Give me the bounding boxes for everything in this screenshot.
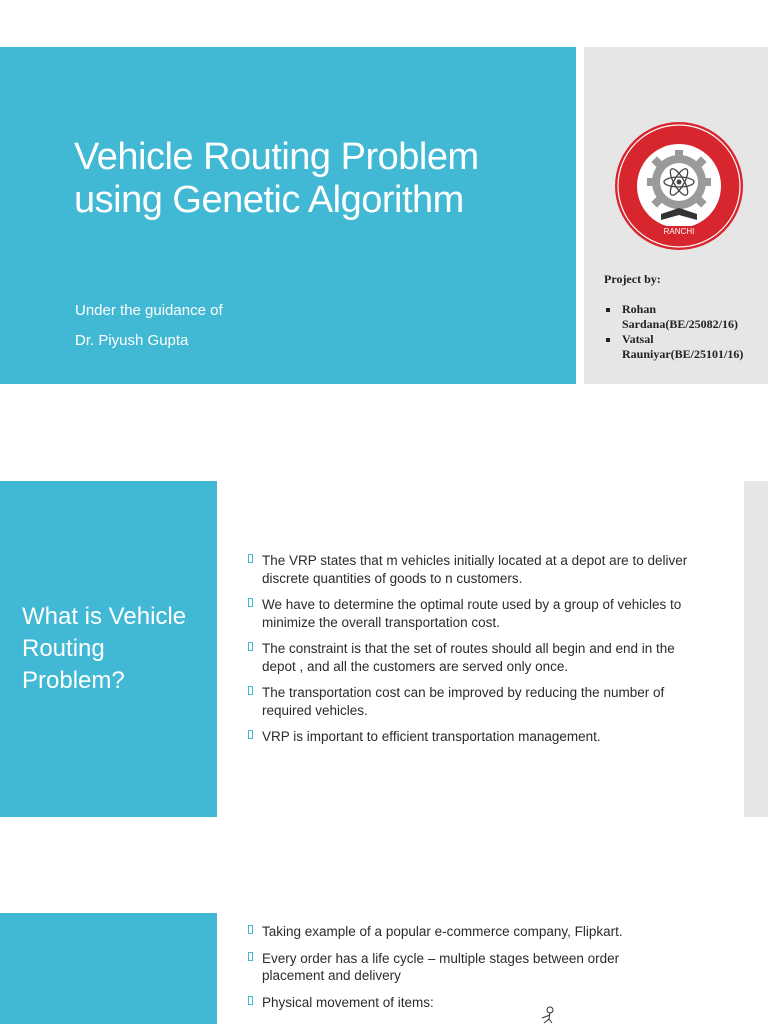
stick-figure-icon <box>538 1006 558 1024</box>
bullet-item <box>248 640 708 675</box>
bullet-text: We have to determine the optimal route used by a group of vehicles to minimize the overall transportation cost. <box>262 597 682 630</box>
bullet-text: Physical movement of items: <box>262 994 434 1010</box>
bullet-item <box>248 950 668 985</box>
guide-name: Dr. Piyush Gupta <box>75 332 189 349</box>
bullet-marker-icon <box>248 952 253 961</box>
bullet-marker-icon <box>248 554 253 563</box>
slide2-heading: What is Vehicle Routing Problem? <box>22 603 187 694</box>
slide3-bullet-list <box>248 923 668 1020</box>
bullet-text: The transportation cost can be improved by reducing the number of required vehicles. <box>262 685 665 718</box>
slide1-subtitle <box>75 296 223 356</box>
bullet-text: VRP is important to efficient transportation management. <box>262 729 601 744</box>
bullet-marker-icon <box>248 686 253 695</box>
bullet-marker-icon <box>248 925 253 934</box>
bullet-marker-icon <box>248 598 253 607</box>
bullet-item <box>248 923 668 941</box>
bullet-item <box>248 596 708 631</box>
project-by-label: Project by: <box>604 272 661 286</box>
bullet-item <box>248 552 708 587</box>
member-item: Rohan Sardana(BE/25082/16) <box>604 302 764 332</box>
bullet-item <box>248 684 708 719</box>
bullet-marker-icon <box>248 730 253 739</box>
member-list <box>604 302 764 362</box>
logo-city: RANCHI <box>663 227 695 236</box>
guidance-label: Under the guidance of <box>75 302 223 319</box>
bullet-text: Taking example of a popular e-commerce company, Flipkart. <box>262 924 623 939</box>
slide2-bullet-list <box>248 552 708 755</box>
slide3-heading-panel <box>0 913 217 1024</box>
member-item: Vatsal Rauniyar(BE/25101/16) <box>604 332 764 362</box>
bullet-text: The constraint is that the set of routes should all begin and end in the depot , and all the customers are served only once. <box>262 641 675 674</box>
bullet-item <box>248 994 668 1012</box>
institute-seal-icon <box>613 120 745 252</box>
slide1-title: Vehicle Routing Problem using Genetic Algorithm <box>74 136 479 221</box>
bullet-item <box>248 728 708 746</box>
bullet-marker-icon <box>248 996 253 1005</box>
bullet-text: The VRP states that m vehicles initially located at a depot are to deliver discrete quantities of goods to n customers. <box>262 553 688 586</box>
slide2-side-panel <box>744 481 768 817</box>
bullet-marker-icon <box>248 642 253 651</box>
bullet-text: Every order has a life cycle – multiple stages between order placement and delivery <box>262 950 620 983</box>
